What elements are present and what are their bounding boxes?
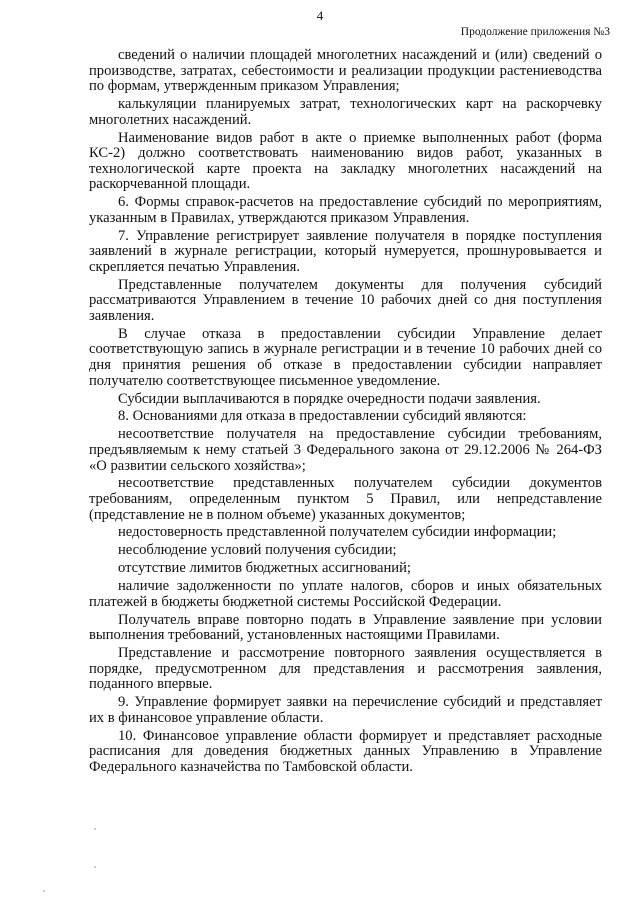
paragraph-7: В случае отказа в предоставлении субсидии Управление делает соответствующую запись в журнале регистрации и в течение 10 рабочих дней со дня принятия решения об отказе в предоставлении субсидии направляет получателю соответствующее письменное уведомление. — [89, 325, 602, 389]
appendix-continuation-label: Продолжение приложения №3 — [460, 26, 610, 38]
paragraph-18: 9. Управление формирует заявки на перечисление субсидий и представляет их в финансовое управление области. — [89, 694, 602, 726]
page-number: 4 — [316, 8, 324, 23]
scan-speck — [94, 828, 96, 830]
paragraph-14: отсутствие лимитов бюджетных ассигнований; — [118, 560, 411, 577]
paragraph-9: 8. Основаниями для отказа в предоставлении субсидий являются: — [118, 408, 527, 425]
paragraph-13: несоблюдение условий получения субсидии; — [118, 542, 397, 559]
paragraph-11: несоответствие представленных получателем субсидии документов требованиям, определенным пунктом 5 Правил, или непредставление (представление не в полном объеме) указанных документов; — [89, 475, 602, 523]
paragraph-4: 6. Формы справок-расчетов на предоставление субсидий по мероприятиям, указанным в Правилах, утверждаются приказом Управления. — [89, 194, 602, 226]
paragraph-17: Представление и рассмотрение повторного заявления осуществляется в порядке, предусмотренном для представления и рассмотрения заявления, поданного впервые. — [89, 645, 602, 693]
paragraph-16: Получатель вправе повторно подать в Управление заявление при условии выполнения требований, установленных настоящими Правилами. — [89, 611, 602, 644]
paragraph-5: 7. Управление регистрирует заявление получателя в порядке поступления заявлений в журнале регистрации, который нумеруется, прошнуровывается и скрепляется печатью Управления. — [89, 227, 602, 275]
paragraph-19: 10. Финансовое управление области формирует и представляет расходные расписания для доведения бюджетных данных Управлению в Управление Федерального казначейства по Тамбовской области. — [89, 727, 602, 775]
paragraph-1: сведений о наличии площадей многолетних насаждений и (или) сведений о производстве, затратах, себестоимости и реализации продукции растениеводства по формам, утвержденным приказом Управления; — [89, 47, 602, 95]
paragraph-15: наличие задолженности по уплате налогов, сборов и иных обязательных платежей в бюджеты бюджетной системы Российской Федерации. — [89, 578, 602, 610]
paragraph-12: недостоверность представленной получателем субсидии информации; — [118, 524, 557, 541]
paragraph-2: калькуляции планируемых затрат, технологических карт на раскорчевку многолетних насаждений. — [89, 96, 602, 128]
paragraph-6: Представленные получателем документы для получения субсидий рассматриваются Управлением в течение 10 рабочих дней со дня поступления заявления. — [89, 276, 602, 324]
scan-speck — [94, 866, 96, 868]
scan-speck — [43, 890, 45, 892]
document-body — [89, 48, 602, 778]
paragraph-8: Субсидии выплачиваются в порядке очередности подачи заявления. — [118, 390, 541, 407]
paragraph-3: Наименование видов работ в акте о приемке выполненных работ (форма КС-2) должно соответствовать наименованию видов работ, указанных в технологической карте проекта на закладку многолетних насаждений на раскорчеванной площади. — [89, 129, 602, 193]
paragraph-10: несоответствие получателя на предоставление субсидии требованиям, предъявляемым к нему статьей 3 Федерального закона от 29.12.2006 № 264-ФЗ «О развитии сельского хозяйства»; — [89, 426, 602, 474]
